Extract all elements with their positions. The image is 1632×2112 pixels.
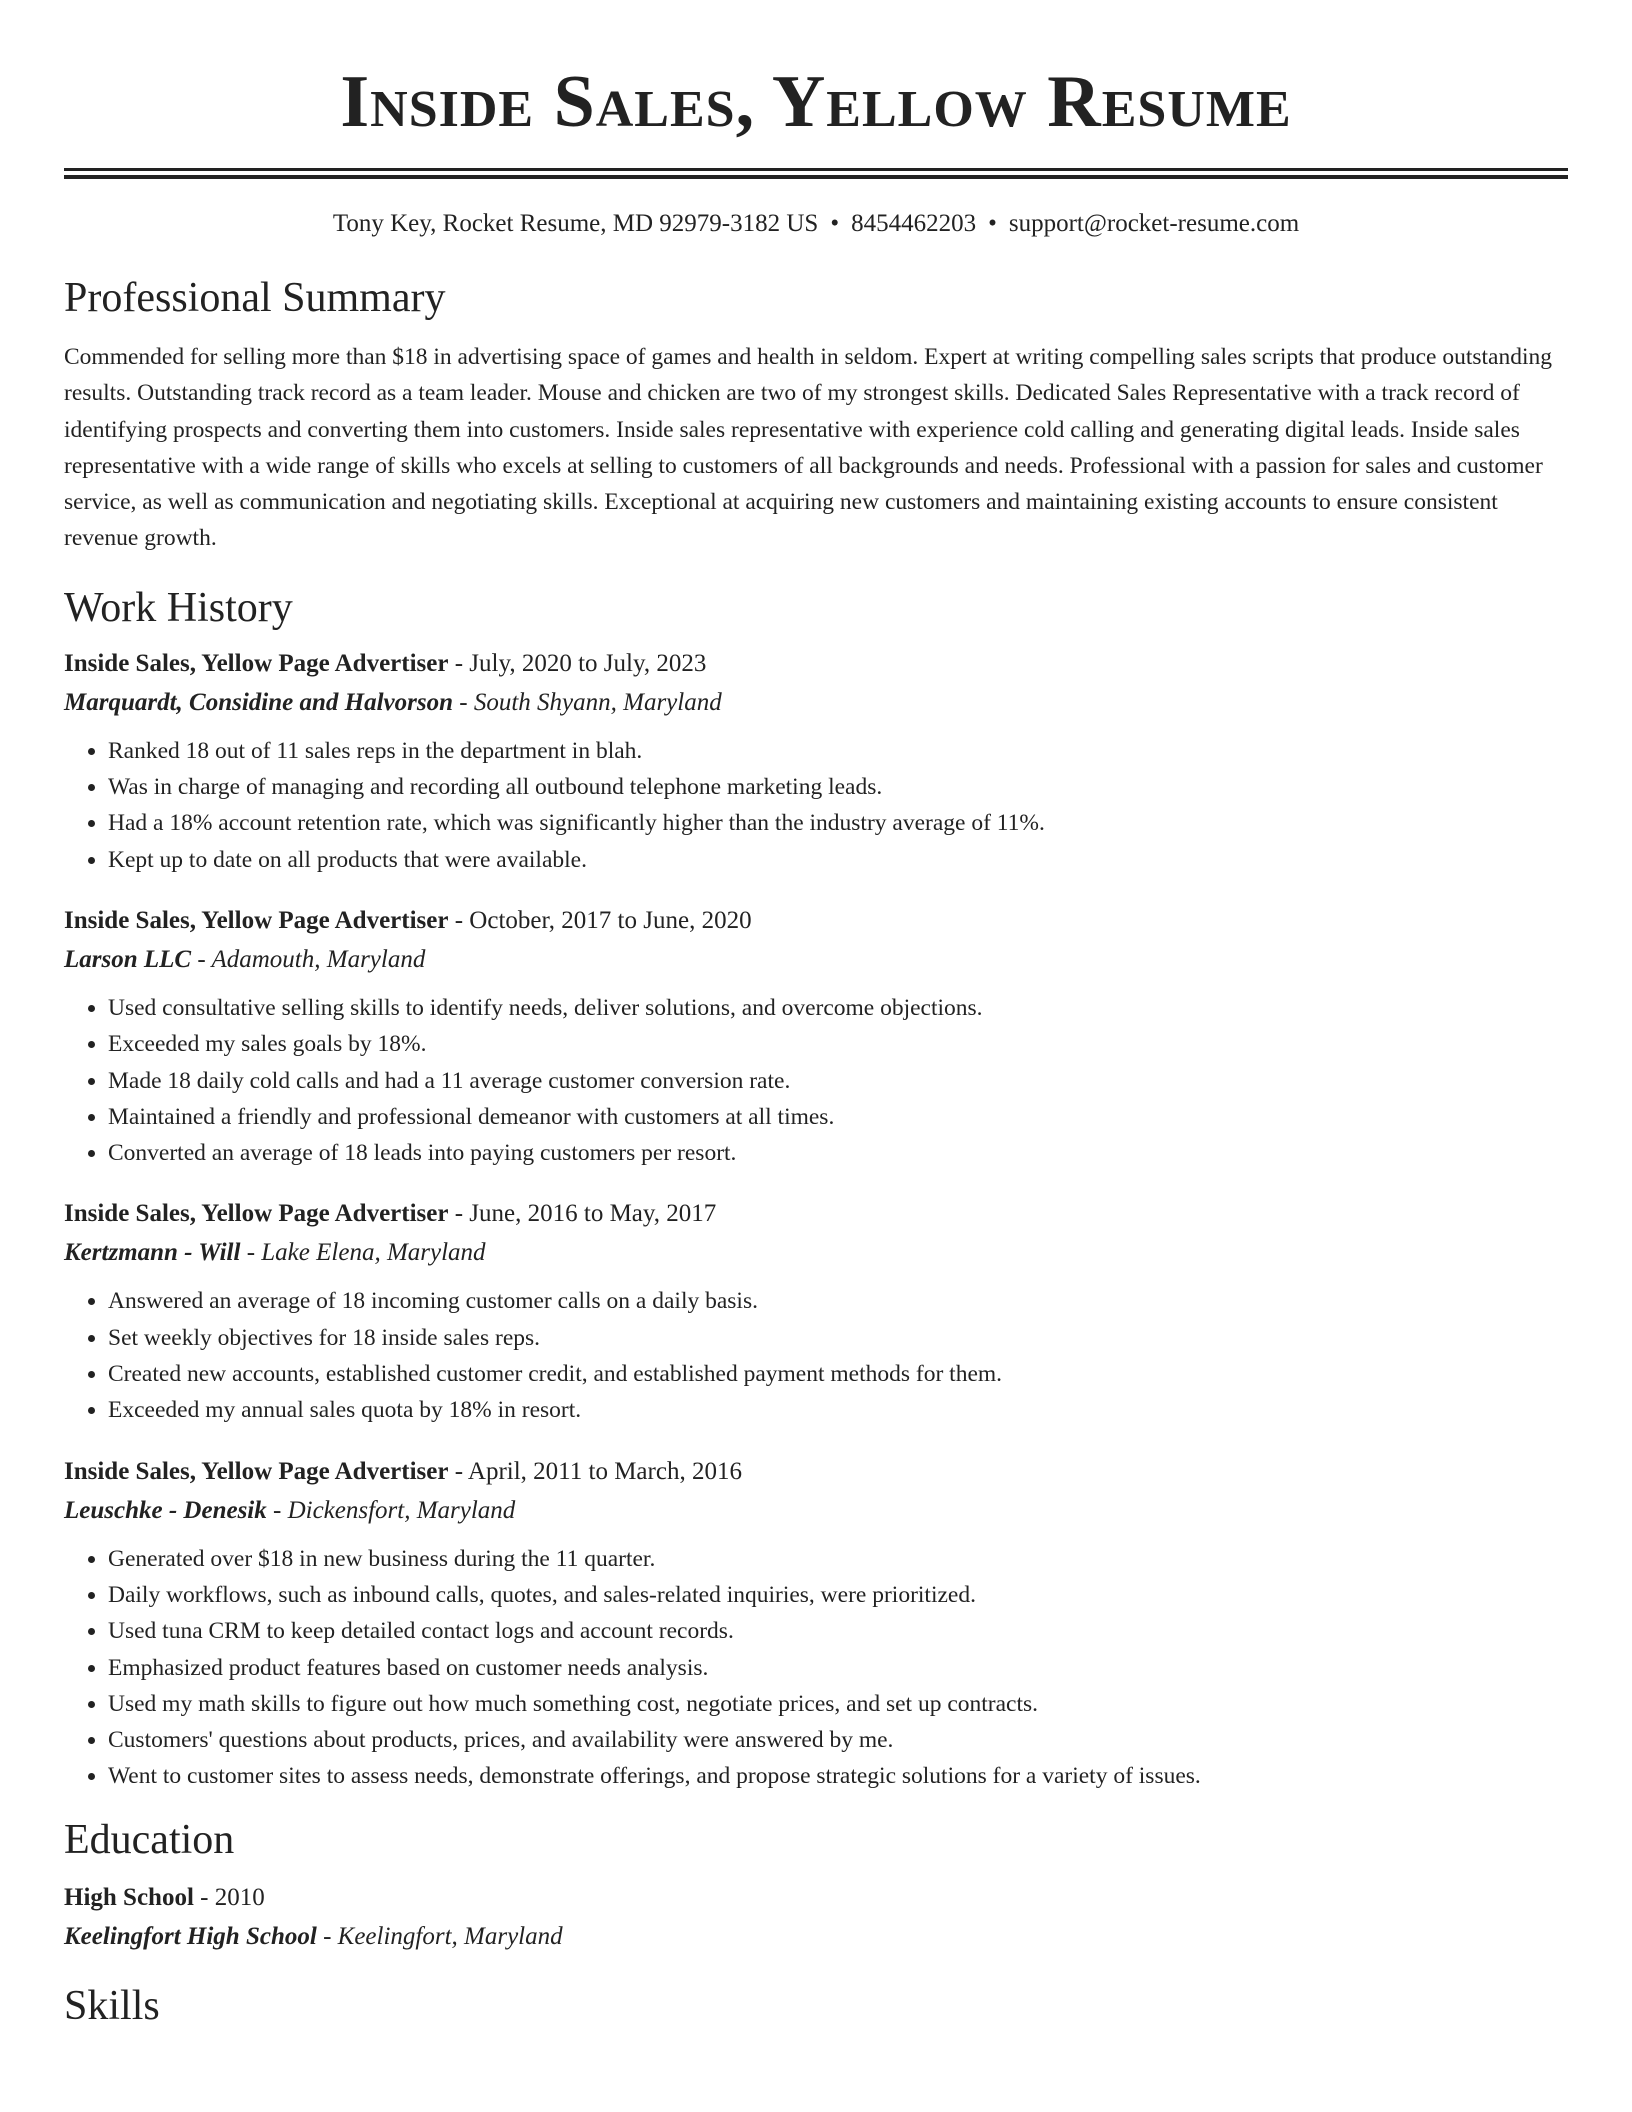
job-title: Inside Sales, Yellow Page Advertiser (64, 649, 449, 677)
job-title: Inside Sales, Yellow Page Advertiser (64, 1200, 449, 1228)
job-bullet: • Was in charge of managing and recording all outbound telephone marketing leads. (108, 769, 1568, 805)
job-company: Larson LLC (64, 945, 192, 973)
job-location: - Dickensfort, Maryland (266, 1496, 516, 1524)
contact-phone: 8454462203 (851, 210, 977, 237)
job-bullet: • Used consultative selling skills to identify needs, deliver solutions, and overcome objections. (108, 990, 1568, 1026)
job-company-line (64, 940, 1568, 980)
education-entry (64, 1879, 1568, 1957)
job-bullet: • Had a 18% account retention rate, which was significantly higher than the industry average of 11%. (108, 805, 1568, 841)
job-company: Leuschke - Denesik (64, 1496, 267, 1524)
title-double-rule (64, 168, 1568, 179)
job-entry (64, 902, 1568, 1171)
contact-address: Tony Key, Rocket Resume, MD 92979-3182 US (332, 210, 819, 237)
job-dates: - October, 2017 to June, 2020 (448, 906, 752, 934)
job-bullet: • Made 18 daily cold calls and had a 11 average customer conversion rate. (108, 1063, 1568, 1099)
job-location: - Lake Elena, Maryland (240, 1239, 486, 1267)
job-dates: - July, 2020 to July, 2023 (448, 649, 707, 677)
education-school-line (64, 1917, 1568, 1957)
job-bullet: • Created new accounts, established customer credit, and established payment methods for them. (108, 1356, 1568, 1392)
job-bullets (64, 733, 1568, 878)
job-bullet: • Set weekly objectives for 18 inside sales reps. (108, 1320, 1568, 1356)
job-bullet: • Maintained a friendly and professional demeanor with customers at all times. (108, 1099, 1568, 1135)
job-dates: - April, 2011 to March, 2016 (448, 1457, 742, 1485)
job-title-line (64, 1453, 1568, 1491)
job-bullet: • Used tuna CRM to keep detailed contact logs and account records. (108, 1613, 1568, 1649)
job-bullet: • Emphasized product features based on customer needs analysis. (108, 1650, 1568, 1686)
job-bullets (64, 990, 1568, 1171)
job-bullet: • Converted an average of 18 leads into paying customers per resort. (108, 1135, 1568, 1171)
job-title-line (64, 645, 1568, 683)
job-company-line (64, 683, 1568, 723)
resume-title: Inside Sales, Yellow Resume (340, 61, 1292, 143)
summary-text: Commended for selling more than $18 in advertising space of games and health in seldom. Expert at writing compelling sales scripts that produce outstanding results. Outstanding track record as a team leader. Mouse and chicken are two of my strongest skills. Dedicated Sales Representative with a track record of identifying prospects and converting them into customers. Inside sales representative with experience cold calling and generating digital leads. Inside sales representative with a wide range of skills who excels at selling to customers of all backgrounds and needs. Professional with a passion for sales and customer service, as well as communication and negotiating skills. Exceptional at acquiring new customers and maintaining existing accounts to ensure consistent revenue growth. (64, 344, 1552, 552)
education-degree-line (64, 1879, 1568, 1917)
job-company: Kertzmann - Will (64, 1239, 241, 1267)
contact-separator: • (830, 210, 840, 237)
job-bullets (64, 1283, 1568, 1428)
job-bullet: • Generated over $18 in new business during the 11 quarter. (108, 1541, 1568, 1577)
job-entry (64, 1453, 1568, 1795)
skills-heading: Skills (64, 1982, 160, 2029)
job-bullets (64, 1541, 1568, 1795)
work-history-heading: Work History (64, 584, 293, 631)
job-title: Inside Sales, Yellow Page Advertiser (64, 906, 449, 934)
education-degree: High School (64, 1883, 194, 1911)
job-title: Inside Sales, Yellow Page Advertiser (64, 1457, 449, 1485)
job-entry (64, 1195, 1568, 1428)
job-bullet: • Answered an average of 18 incoming customer calls on a daily basis. (108, 1283, 1568, 1319)
contact-email: support@rocket-resume.com (1008, 210, 1300, 237)
job-location: - Adamouth, Maryland (191, 945, 426, 973)
job-entry (64, 645, 1568, 878)
education-location: - Keelingfort, Maryland (316, 1922, 563, 1950)
job-company: Marquardt, Considine and Halvorson (64, 688, 453, 716)
job-bullet: • Customers' questions about products, prices, and availability were answered by me. (108, 1722, 1568, 1758)
contact-line (64, 209, 1568, 239)
job-bullet: • Daily workflows, such as inbound calls, quotes, and sales-related inquiries, were prioritized. (108, 1577, 1568, 1613)
job-bullet: • Exceeded my sales goals by 18%. (108, 1026, 1568, 1062)
job-bullet: • Exceeded my annual sales quota by 18% in resort. (108, 1392, 1568, 1428)
education-school: Keelingfort High School (64, 1922, 317, 1950)
job-bullet: • Went to customer sites to assess needs, demonstrate offerings, and propose strategic solutions for a variety of issues. (108, 1758, 1568, 1794)
contact-separator: • (988, 210, 997, 237)
job-company-line (64, 1491, 1568, 1531)
job-bullet: • Ranked 18 out of 11 sales reps in the department in blah. (108, 733, 1568, 769)
job-bullet: • Kept up to date on all products that were available. (108, 842, 1568, 878)
job-title-line (64, 1195, 1568, 1233)
job-company-line (64, 1233, 1568, 1273)
job-title-line (64, 902, 1568, 940)
job-bullet: • Used my math skills to figure out how much something cost, negotiate prices, and set up contracts. (108, 1686, 1568, 1722)
summary-heading: Professional Summary (64, 275, 446, 321)
education-year: - 2010 (193, 1883, 265, 1911)
education-heading: Education (64, 1816, 235, 1863)
job-dates: - June, 2016 to May, 2017 (448, 1200, 717, 1228)
job-location: - South Shyann, Maryland (453, 688, 722, 716)
